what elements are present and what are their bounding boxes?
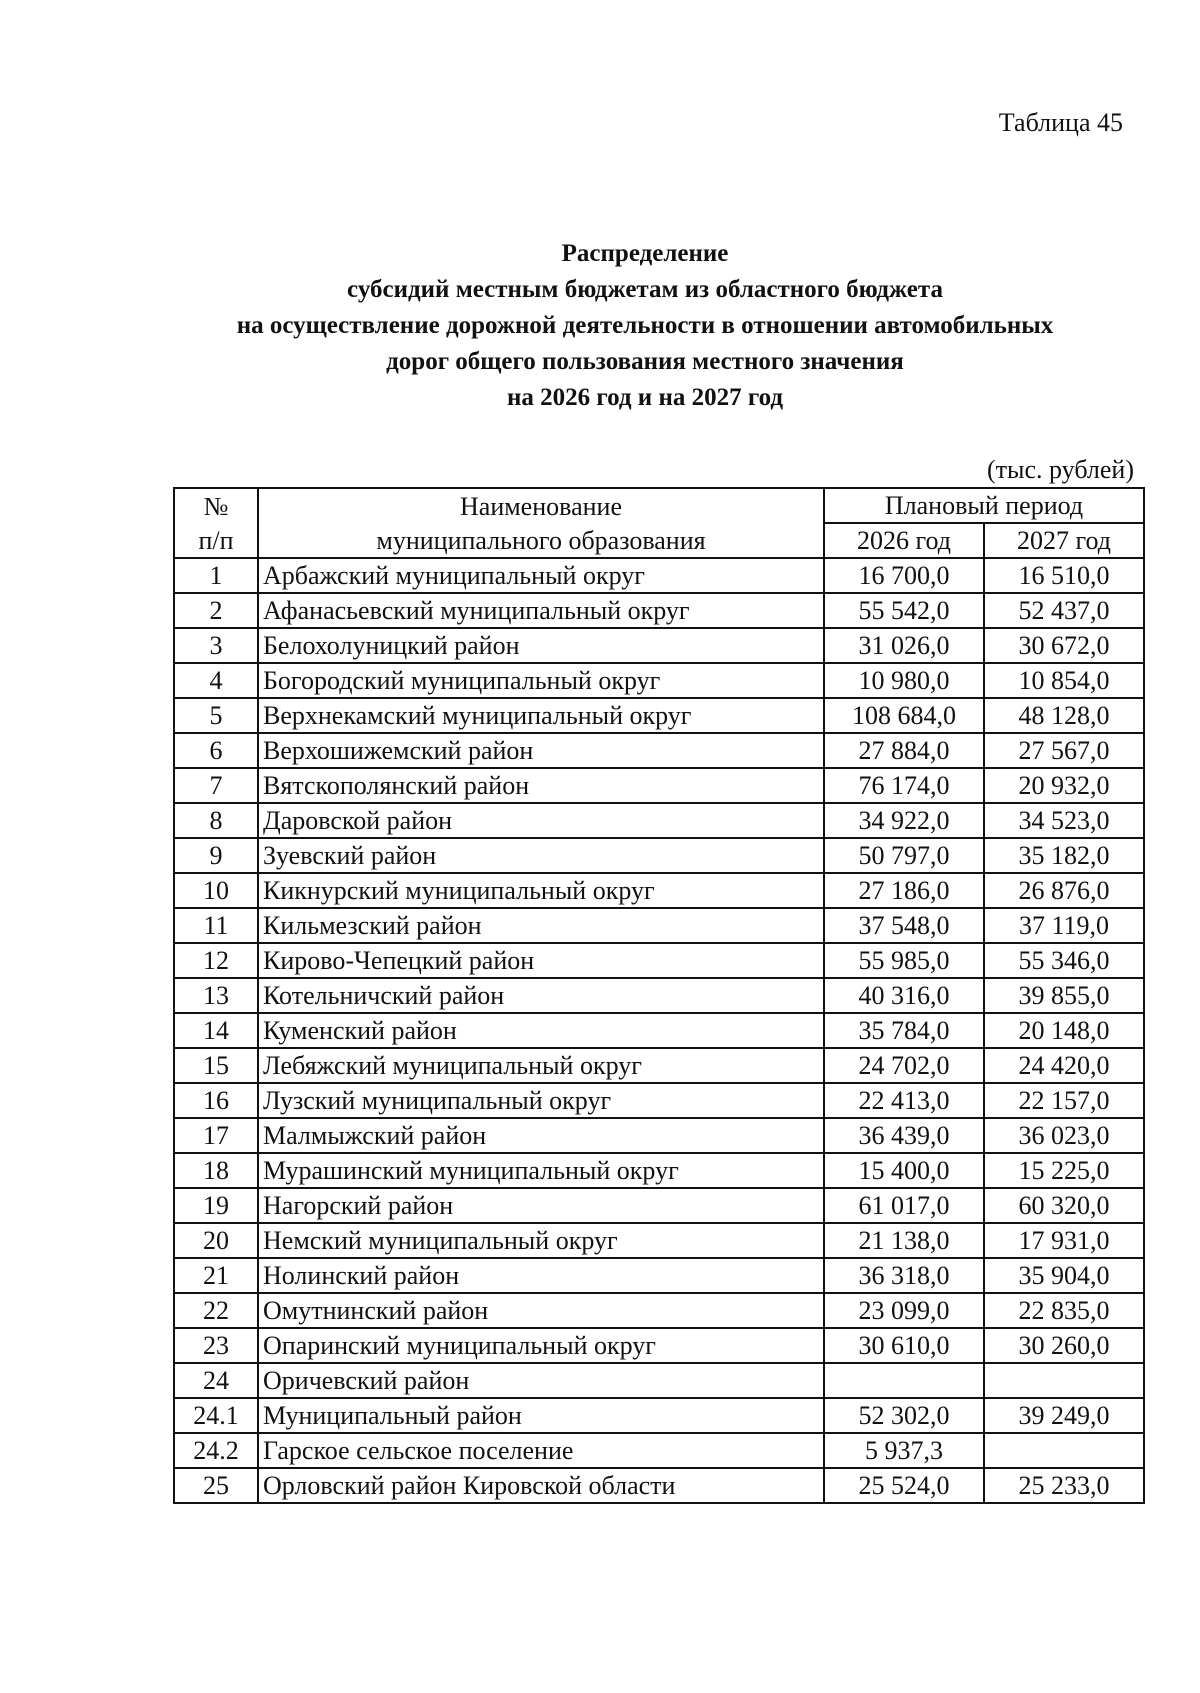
- value-2027: 20 148,0: [984, 1013, 1144, 1048]
- table-row: [174, 838, 1144, 873]
- value-2026: 10 980,0: [824, 663, 984, 698]
- municipality-name: Котельничский район: [258, 978, 824, 1013]
- value-2027: 25 233,0: [984, 1468, 1144, 1503]
- header-name-line2: муниципального образования: [258, 523, 824, 558]
- table-row: [174, 1398, 1144, 1433]
- value-2026: 15 400,0: [824, 1153, 984, 1188]
- header-num-line1: №: [174, 488, 258, 523]
- table-row: [174, 908, 1144, 943]
- table-row: [174, 558, 1144, 593]
- table-row: [174, 873, 1144, 908]
- municipality-name: Оричевский район: [258, 1363, 824, 1398]
- value-2026: 27 186,0: [824, 873, 984, 908]
- table-number-label: Таблица 45: [998, 108, 1123, 137]
- row-number: 20: [174, 1223, 258, 1258]
- municipality-name: Зуевский район: [258, 838, 824, 873]
- table-row: [174, 1328, 1144, 1363]
- value-2027: 27 567,0: [984, 733, 1144, 768]
- municipality-name: Вятскополянский район: [258, 768, 824, 803]
- table-row: [174, 1293, 1144, 1328]
- value-2026: 55 985,0: [824, 943, 984, 978]
- municipality-name: Даровской район: [258, 803, 824, 838]
- header-year-2026: 2026 год: [824, 523, 984, 558]
- row-number: 24.1: [174, 1398, 258, 1433]
- row-number: 15: [174, 1048, 258, 1083]
- value-2027: 17 931,0: [984, 1223, 1144, 1258]
- table-body: [174, 488, 1144, 1503]
- row-number: 13: [174, 978, 258, 1013]
- value-2026: 24 702,0: [824, 1048, 984, 1083]
- value-2027: 37 119,0: [984, 908, 1144, 943]
- header-name-line1: Наименование: [258, 488, 824, 523]
- value-2026: 34 922,0: [824, 803, 984, 838]
- row-number: 5: [174, 698, 258, 733]
- value-2026: 108 684,0: [824, 698, 984, 733]
- value-2027: 39 249,0: [984, 1398, 1144, 1433]
- value-2027: 22 157,0: [984, 1083, 1144, 1118]
- value-2026: 35 784,0: [824, 1013, 984, 1048]
- municipality-name: Нагорский район: [258, 1188, 824, 1223]
- document-title: [150, 236, 1140, 416]
- value-2026: 5 937,3: [824, 1433, 984, 1468]
- municipality-name: Арбажский муниципальный округ: [258, 558, 824, 593]
- value-2027: 34 523,0: [984, 803, 1144, 838]
- row-number: 22: [174, 1293, 258, 1328]
- row-number: 2: [174, 593, 258, 628]
- row-number: 9: [174, 838, 258, 873]
- municipality-name: Кильмезский район: [258, 908, 824, 943]
- value-2027: 22 835,0: [984, 1293, 1144, 1328]
- value-2027: 16 510,0: [984, 558, 1144, 593]
- value-2027: 52 437,0: [984, 593, 1144, 628]
- value-2027: 35 904,0: [984, 1258, 1144, 1293]
- value-2026: 52 302,0: [824, 1398, 984, 1433]
- municipality-name: Муниципальный район: [258, 1398, 824, 1433]
- value-2027: 36 023,0: [984, 1118, 1144, 1153]
- table-row: [174, 1468, 1144, 1503]
- row-number: 4: [174, 663, 258, 698]
- value-2027: [984, 1363, 1144, 1398]
- row-number: 19: [174, 1188, 258, 1223]
- municipality-name: Малмыжский район: [258, 1118, 824, 1153]
- municipality-name: Лебяжский муниципальный округ: [258, 1048, 824, 1083]
- table-row: [174, 1048, 1144, 1083]
- value-2026: 22 413,0: [824, 1083, 984, 1118]
- value-2026: 55 542,0: [824, 593, 984, 628]
- row-number: 24: [174, 1363, 258, 1398]
- table-row: [174, 978, 1144, 1013]
- table-row: [174, 1013, 1144, 1048]
- title-line: дорог общего пользования местного значения: [386, 348, 904, 375]
- value-2026: [824, 1363, 984, 1398]
- municipality-name: Афанасьевский муниципальный округ: [258, 593, 824, 628]
- table-row: [174, 733, 1144, 768]
- value-2026: 16 700,0: [824, 558, 984, 593]
- table-row: [174, 1258, 1144, 1293]
- table-row: [174, 628, 1144, 663]
- municipality-name: Богородский муниципальный округ: [258, 663, 824, 698]
- value-2027: 60 320,0: [984, 1188, 1144, 1223]
- row-number: 25: [174, 1468, 258, 1503]
- title-line: на осуществление дорожной деятельности в отношении автомобильных: [236, 312, 1054, 339]
- value-2027: 10 854,0: [984, 663, 1144, 698]
- value-2026: 61 017,0: [824, 1188, 984, 1223]
- table-row: [174, 803, 1144, 838]
- header-year-2027: 2027 год: [984, 523, 1144, 558]
- value-2026: 27 884,0: [824, 733, 984, 768]
- value-2026: 31 026,0: [824, 628, 984, 663]
- table-row: [174, 593, 1144, 628]
- municipality-name: Немский муниципальный округ: [258, 1223, 824, 1258]
- value-2027: 24 420,0: [984, 1048, 1144, 1083]
- row-number: 7: [174, 768, 258, 803]
- value-2027: [984, 1433, 1144, 1468]
- municipality-name: Куменский район: [258, 1013, 824, 1048]
- row-number: 10: [174, 873, 258, 908]
- title-line: на 2026 год и на 2027 год: [506, 384, 784, 411]
- value-2027: 39 855,0: [984, 978, 1144, 1013]
- title-line: субсидий местным бюджетам из областного бюджета: [347, 276, 943, 303]
- municipality-name: Лузский муниципальный округ: [258, 1083, 824, 1118]
- value-2026: 21 138,0: [824, 1223, 984, 1258]
- units-label: (тыс. рублей): [986, 455, 1134, 484]
- row-number: 11: [174, 908, 258, 943]
- municipality-name: Опаринский муниципальный округ: [258, 1328, 824, 1363]
- municipality-name: Нолинский район: [258, 1258, 824, 1293]
- title-line: Распределение: [561, 240, 729, 267]
- table-row: [174, 663, 1144, 698]
- value-2026: 23 099,0: [824, 1293, 984, 1328]
- value-2026: 40 316,0: [824, 978, 984, 1013]
- row-number: 23: [174, 1328, 258, 1363]
- value-2027: 48 128,0: [984, 698, 1144, 733]
- municipality-name: Кирово-Чепецкий район: [258, 943, 824, 978]
- table-row: [174, 1083, 1144, 1118]
- value-2027: 30 260,0: [984, 1328, 1144, 1363]
- row-number: 8: [174, 803, 258, 838]
- header-planned-period: Плановый период: [824, 488, 1144, 523]
- value-2026: 76 174,0: [824, 768, 984, 803]
- municipality-name: Мурашинский муниципальный округ: [258, 1153, 824, 1188]
- row-number: 17: [174, 1118, 258, 1153]
- municipality-name: Гарское сельское поселение: [258, 1433, 824, 1468]
- row-number: 14: [174, 1013, 258, 1048]
- municipality-name: Кикнурский муниципальный округ: [258, 873, 824, 908]
- table-header-row: [174, 488, 1144, 523]
- value-2027: 55 346,0: [984, 943, 1144, 978]
- row-number: 1: [174, 558, 258, 593]
- value-2027: 20 932,0: [984, 768, 1144, 803]
- row-number: 3: [174, 628, 258, 663]
- table-row: [174, 1223, 1144, 1258]
- table-row: [174, 1118, 1144, 1153]
- row-number: 16: [174, 1083, 258, 1118]
- table-header-row: [174, 523, 1144, 558]
- header-num-line2: п/п: [174, 523, 258, 558]
- row-number: 21: [174, 1258, 258, 1293]
- table-row: [174, 943, 1144, 978]
- municipality-name: Омутнинский район: [258, 1293, 824, 1328]
- table-row: [174, 698, 1144, 733]
- municipality-name: Орловский район Кировской области: [258, 1468, 824, 1503]
- table-row: [174, 1153, 1144, 1188]
- table-row: [174, 1433, 1144, 1468]
- value-2027: 35 182,0: [984, 838, 1144, 873]
- row-number: 12: [174, 943, 258, 978]
- value-2026: 25 524,0: [824, 1468, 984, 1503]
- table-row: [174, 768, 1144, 803]
- value-2027: 26 876,0: [984, 873, 1144, 908]
- municipality-name: Верхошижемский район: [258, 733, 824, 768]
- row-number: 6: [174, 733, 258, 768]
- municipality-name: Белохолуницкий район: [258, 628, 824, 663]
- row-number: 24.2: [174, 1433, 258, 1468]
- value-2027: 15 225,0: [984, 1153, 1144, 1188]
- table-row: [174, 1188, 1144, 1223]
- value-2026: 37 548,0: [824, 908, 984, 943]
- value-2026: 30 610,0: [824, 1328, 984, 1363]
- subsidy-table: [173, 487, 1145, 1504]
- value-2026: 50 797,0: [824, 838, 984, 873]
- value-2027: 30 672,0: [984, 628, 1144, 663]
- row-number: 18: [174, 1153, 258, 1188]
- municipality-name: Верхнекамский муниципальный округ: [258, 698, 824, 733]
- table-row: [174, 1363, 1144, 1398]
- value-2026: 36 318,0: [824, 1258, 984, 1293]
- value-2026: 36 439,0: [824, 1118, 984, 1153]
